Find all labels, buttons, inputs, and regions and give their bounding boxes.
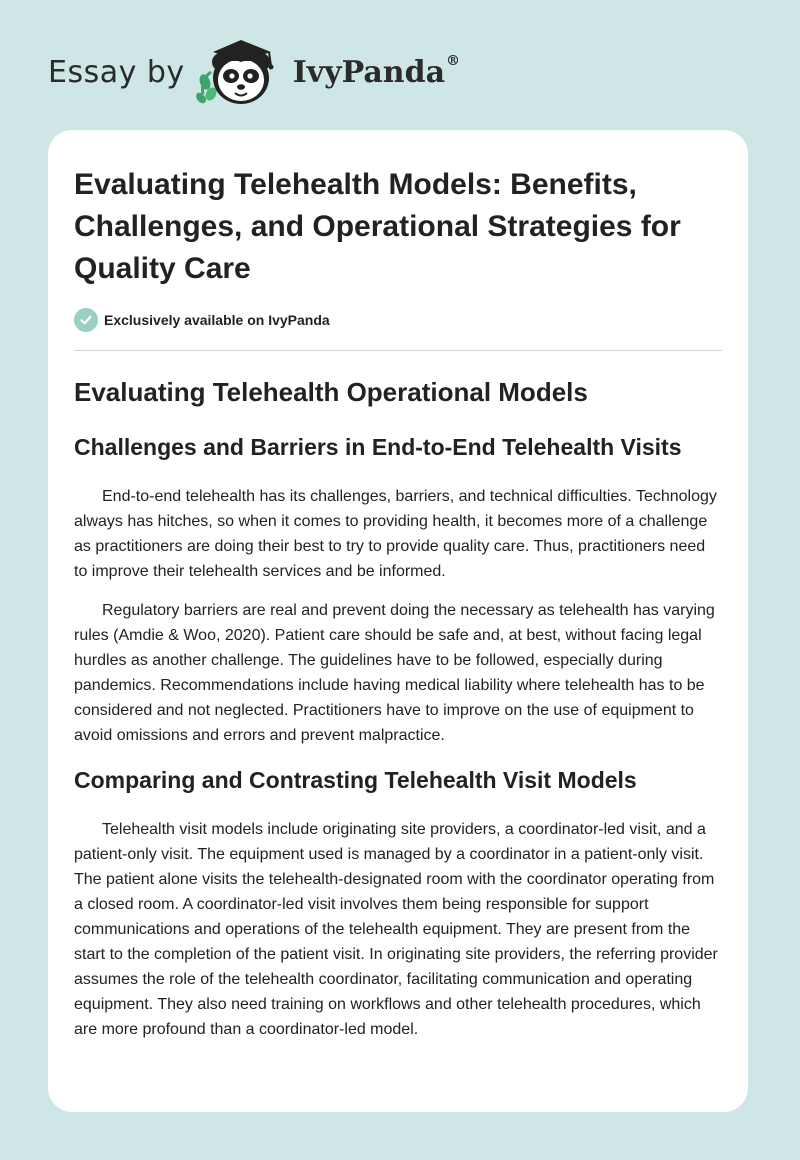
exclusive-badge xyxy=(74,308,722,332)
article-card xyxy=(48,130,748,1112)
paragraph: Regulatory barriers are real and prevent doing the necessary as telehealth has varying rules (Amdie & Woo, 2020). Patient care should be safe and, at best, without facing legal hurdles as another challenge. The guidelines have to be followed, especially during pandemics. Recommendations include having medical liability where telehealth has to be considered and not neglected. Practitioners have to improve on the use of equipment to avoid omissions and errors and prevent malpractice. xyxy=(74,602,715,744)
panda-graduate-logo-icon[interactable] xyxy=(195,32,287,112)
brand-name[interactable]: IvyPanda® xyxy=(292,52,461,90)
site-header xyxy=(48,32,460,112)
paragraph: Telehealth visit models include originating site providers, a coordinator-led visit, and a patient-only visit. The equipment used is managed by a coordinator in a patient-only visit. The patient alone visits the telehealth-designated room with the coordinator operating from a closed room. A coordinator-led visit involves them being responsible for support communications and operations of the telehealth equipment. They are present from the start to the completion of the patient visit. In originating site providers, the referring provider assumes the role of the telehealth coordinator, facilitating communication and operating equipment. They also need training on workflows and other telehealth procedures, which are more profound than a coordinator-led model. xyxy=(74,821,718,1038)
subsection-heading-challenges: Challenges and Barriers in End-to-End Telehealth Visits xyxy=(74,434,682,460)
subsection-heading-comparing: Comparing and Contrasting Telehealth Visit Models xyxy=(74,767,637,793)
article-title: Evaluating Telehealth Models: Benefits, Challenges, and Operational Strategies for Quality Care xyxy=(74,168,681,285)
exclusive-text: Exclusively available on IvyPanda xyxy=(104,312,330,328)
check-circle-icon xyxy=(74,308,98,332)
registered-mark: ® xyxy=(446,52,461,69)
divider xyxy=(74,350,722,351)
essay-by-label: Essay by xyxy=(48,54,185,90)
section-heading: Evaluating Telehealth Operational Models xyxy=(74,377,588,407)
paragraph: End-to-end telehealth has its challenges, barriers, and technical difficulties. Technology always has hitches, so when it comes to providing health, it becomes more of a challenge as practitioners are doing their best to try to provide quality care. Thus, practitioners need to improve their telehealth services and be informed. xyxy=(74,488,717,580)
